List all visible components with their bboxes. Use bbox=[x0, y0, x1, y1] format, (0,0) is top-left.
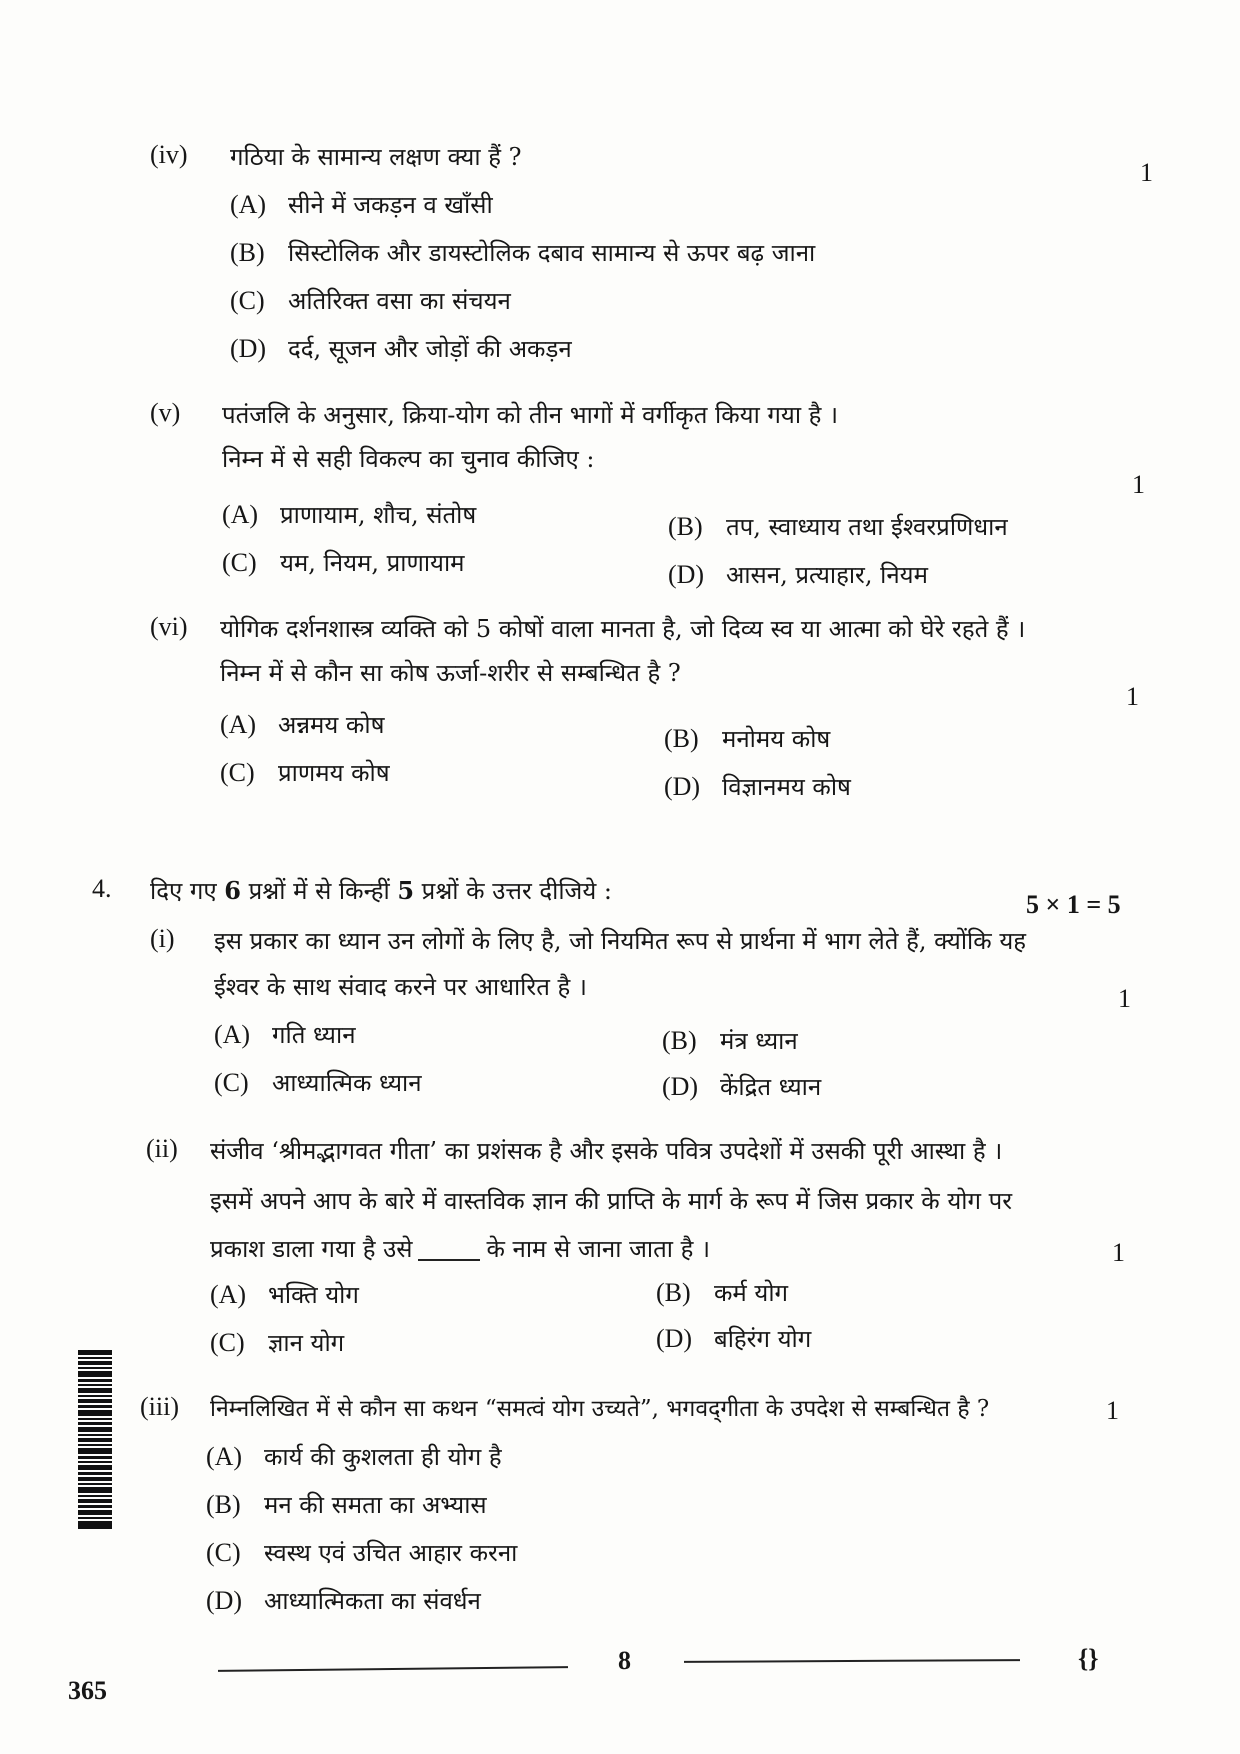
footer-braces: {} bbox=[1078, 1644, 1099, 1673]
option-4-i-d: (D) केंद्रित ध्यान bbox=[662, 1072, 822, 1101]
option-4-ii-a: (A) भक्ति योग bbox=[210, 1280, 359, 1309]
option-vi-c: (C) प्राणमय कोष bbox=[220, 758, 390, 787]
question-number-4: 4. bbox=[92, 874, 112, 903]
option-4-ii-c: (C) ज्ञान योग bbox=[210, 1328, 345, 1357]
question-text-4-iii: निम्नलिखित में से कौन सा कथन “समत्वं योग उच्यते”, भगवद्‌गीता के उपदेश से सम्बन्धित है ? bbox=[210, 1396, 990, 1422]
page-number: 8 bbox=[618, 1646, 631, 1675]
answer-blank bbox=[418, 1259, 480, 1261]
option-v-a: (A) प्राणायाम, शौच, संतोष bbox=[222, 500, 477, 529]
option-4-ii-b: (B) कर्म योग bbox=[656, 1278, 789, 1307]
marks-total-4: 5 × 1 = 5 bbox=[1026, 890, 1121, 919]
question-number-iv: (iv) bbox=[150, 140, 188, 169]
option-vi-b: (B) मनोमय कोष bbox=[664, 724, 831, 753]
marks-vi: 1 bbox=[1126, 682, 1139, 711]
question-text-4-ii-line1: संजीव ‘श्रीमद्भागवत गीता’ का प्रशंसक है और इसके पवित्र उपदेशों में उसकी पूरी आस्था है । bbox=[210, 1137, 1003, 1165]
option-v-d: (D) आसन, प्रत्याहार, नियम bbox=[668, 560, 928, 589]
option-vi-d: (D) विज्ञानमय कोष bbox=[664, 772, 851, 801]
option-4-ii-d: (D) बहिरंग योग bbox=[656, 1324, 812, 1353]
footer-rule-left bbox=[218, 1666, 568, 1672]
option-4-iii-d: (D) आध्यात्मिकता का संवर्धन bbox=[206, 1586, 481, 1615]
marks-v: 1 bbox=[1132, 470, 1145, 499]
question-number-4-i: (i) bbox=[150, 924, 175, 953]
question-text-4-i-line1: इस प्रकार का ध्यान उन लोगों के लिए है, जो नियमित रूप से प्रार्थना में भाग लेते हैं, क्योंकि यह bbox=[214, 927, 1026, 955]
question-number-4-iii: (iii) bbox=[140, 1392, 179, 1421]
question-text-v-line2: निम्न में से सही विकल्प का चुनाव कीजिए : bbox=[222, 445, 595, 473]
question-number-v: (v) bbox=[150, 398, 181, 427]
option-iv-a: (A) सीने में जकड़न व खाँसी bbox=[230, 190, 493, 219]
option-v-b: (B) तप, स्वाध्याय तथा ईश्वरप्रणिधान bbox=[668, 512, 1008, 541]
option-iv-b: (B) सिस्टोलिक और डायस्टोलिक दबाव सामान्य से ऊपर बढ़ जाना bbox=[230, 238, 816, 267]
question-number-vi: (vi) bbox=[150, 612, 188, 641]
question-text-4-ii-line3: प्रकाश डाला गया है उसे के नाम से जाना जाता है । bbox=[210, 1235, 711, 1263]
barcode bbox=[78, 1350, 112, 1520]
option-4-i-a: (A) गति ध्यान bbox=[214, 1020, 356, 1049]
marks-4-ii: 1 bbox=[1112, 1238, 1125, 1267]
question-number-4-ii: (ii) bbox=[146, 1134, 178, 1163]
marks-4-i: 1 bbox=[1118, 984, 1131, 1013]
option-vi-a: (A) अन्नमय कोष bbox=[220, 710, 385, 739]
option-v-c: (C) यम, नियम, प्राणायाम bbox=[222, 548, 465, 577]
option-iv-d: (D) दर्द, सूजन और जोड़ों की अकड़न bbox=[230, 334, 572, 363]
option-4-iii-a: (A) कार्य की कुशलता ही योग है bbox=[206, 1442, 502, 1471]
question-text-v-line1: पतंजलि के अनुसार, क्रिया-योग को तीन भागों में वर्गीकृत किया गया है । bbox=[222, 401, 839, 429]
question-text-vi-line1: योगिक दर्शनशास्त्र व्यक्ति को 5 कोषों वाला मानता है, जो दिव्य स्व या आत्मा को घेरे रहते हैं । bbox=[220, 615, 1026, 643]
option-iv-c: (C) अतिरिक्त वसा का संचयन bbox=[230, 286, 511, 315]
question-text-iv: गठिया के सामान्य लक्षण क्या हैं ? bbox=[230, 143, 522, 171]
question-text-4-ii-line2: इसमें अपने आप के बारे में वास्तविक ज्ञान की प्राप्ति के मार्ग के रूप में जिस प्रकार के योग पर bbox=[210, 1187, 1013, 1215]
paper-code: 365 bbox=[68, 1676, 107, 1705]
question-text-vi-line2: निम्न में से कौन सा कोष ऊर्जा-शरीर से सम्बन्धित है ? bbox=[220, 659, 681, 687]
option-4-iii-c: (C) स्वस्थ एवं उचित आहार करना bbox=[206, 1538, 518, 1567]
option-4-i-b: (B) मंत्र ध्यान bbox=[662, 1026, 798, 1055]
option-4-i-c: (C) आध्यात्मिक ध्यान bbox=[214, 1068, 422, 1097]
question-4-instruction: दिए गए 6 प्रश्नों में से किन्हीं 5 प्रश्नों के उत्तर दीजिये : bbox=[150, 876, 613, 905]
marks-iv: 1 bbox=[1140, 158, 1153, 187]
marks-4-iii: 1 bbox=[1106, 1396, 1119, 1425]
footer-rule-right bbox=[684, 1659, 1020, 1663]
question-text-4-i-line2: ईश्वर के साथ संवाद करने पर आधारित है । bbox=[214, 973, 587, 1001]
option-4-iii-b: (B) मन की समता का अभ्यास bbox=[206, 1490, 487, 1519]
